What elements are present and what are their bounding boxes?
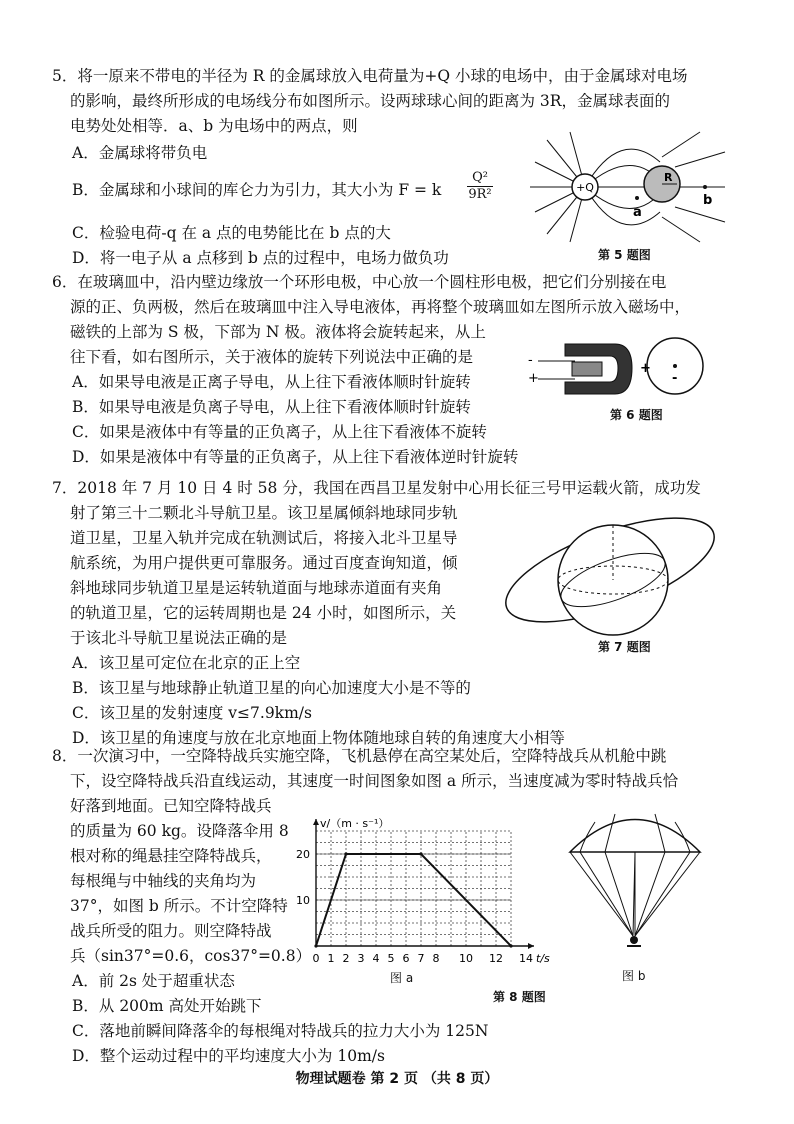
q7-option-c: C．该卫星的发射速度 v≤7.9km/s xyxy=(72,704,312,722)
q7-stem-line: 道卫星，卫星入轨并完成在轨测试后，将接入北斗卫星导 xyxy=(70,529,458,547)
q5-formula-numerator: Q² xyxy=(467,170,493,187)
x-tick-label: 14 xyxy=(519,952,533,965)
q7-option-b: B．该卫星与地球静止轨道卫星的向心加速度大小是不等的 xyxy=(72,679,471,697)
q5-label-q: +Q xyxy=(576,181,594,194)
q5-formula-denominator: 9R² xyxy=(468,187,492,202)
q6-label-minus: - xyxy=(528,353,533,368)
q6-option-c: C．如果是液体中有等量的正负离子，从上往下看液体不旋转 xyxy=(72,423,487,441)
q5-label-a: a xyxy=(633,205,642,220)
q5-stem-line: 的影响，最终所形成的电场线分布如图所示。设两球球心间的距离为 3R，金属球表面的 xyxy=(70,92,670,110)
soldier-icon xyxy=(630,936,638,944)
q5-option-b: B．金属球和小球间的库仑力为引力，其大小为 F = k xyxy=(72,181,442,199)
q8-stem-line: 根对称的绳悬挂空降特战兵， xyxy=(70,847,272,865)
q7-caption: 第 7 题图 xyxy=(598,640,651,654)
x-tick-label: 7 xyxy=(417,952,425,965)
q7-stem-line: 射了第三十二颗北斗导航卫星。该卫星属倾斜地球同步轨 xyxy=(70,504,458,522)
q8-stem-line: 下，设空降特战兵沿直线运动，其速度一时间图象如图 a 所示，当速度减为零时特战兵恰 xyxy=(70,772,679,790)
q6-stem-line: 磁铁的上部为 S 极，下部为 N 极。液体将会旋转起来，从上 xyxy=(70,323,486,341)
q8-stem-line: 兵（sin37°=0.6，cos37°=0.8） xyxy=(70,947,312,965)
data-point xyxy=(509,944,512,947)
q6-stem-line: 6．在玻璃皿中，沿内壁边缘放一个环形电极，中心放一个圆柱形电极，把它们分别接在电 xyxy=(52,273,667,291)
x-tick-label: 8 xyxy=(432,952,440,965)
q7-option-a: A．该卫星可定位在北京的正上空 xyxy=(72,654,301,672)
q8-option-d: D．整个运动过程中的平均速度大小为 10m/s xyxy=(72,1047,385,1065)
q5-label-r: R xyxy=(664,171,673,184)
q5-label-b: b xyxy=(703,193,713,208)
q6-stem-line: 源的正、负两极，然后在玻璃皿中注入导电液体，再将整个玻璃皿如左图所示放入磁场中， xyxy=(70,298,691,316)
y-tick-label: 20 xyxy=(296,848,310,861)
q5-formula-fraction xyxy=(467,170,493,203)
q6-option-d: D．如果是液体中有等量的正负离子，从上往下看液体逆时针旋转 xyxy=(72,448,519,466)
q5-point-a xyxy=(635,196,639,200)
page-footer: 物理试题卷 第 2 页 （共 8 页） xyxy=(295,1071,499,1087)
q6-label-plus: + xyxy=(528,371,539,386)
q8-stem-line: 好落到地面。已知空降特战兵 xyxy=(70,797,272,815)
data-point xyxy=(314,944,317,947)
q6-stem-line: 往下看，如右图所示，关于液体的旋转下列说法中正确的是 xyxy=(70,348,474,366)
data-point xyxy=(344,852,347,855)
velocity-time-chart xyxy=(290,796,550,986)
q6-caption: 第 6 题图 xyxy=(610,408,663,422)
y-axis-label: v/（m · s⁻¹） xyxy=(320,817,390,830)
q8-option-a: A．前 2s 处于超重状态 xyxy=(72,972,235,990)
q6-magnet-figure xyxy=(520,336,740,406)
q8-option-b: B．从 200m 高处开始跳下 xyxy=(72,997,262,1015)
x-tick-label: 5 xyxy=(387,952,395,965)
q8-stem-line: 战兵所受的阻力。则空降特战 xyxy=(70,922,272,940)
fig-b-label: 图 b xyxy=(622,969,646,983)
q5-stem-line: 电势处处相等．a、b 为电场中的两点，则 xyxy=(70,117,358,135)
x-tick-label: 12 xyxy=(489,952,503,965)
q5-stem-line: 5．将一原来不带电的半径为 R 的金属球放入电荷量为+Q 小球的电场中，由于金属球对电场 xyxy=(52,67,688,85)
parachute-figure xyxy=(565,812,705,952)
x-axis-label: t/s xyxy=(536,952,550,965)
q7-option-d: D．该卫星的角速度与放在北京地面上物体随地球自转的角速度大小相等 xyxy=(72,729,565,747)
q7-stem-line: 斜地球同步轨道卫星是运转轨道面与地球赤道面有夹角 xyxy=(70,579,443,597)
q8-stem-line: 的质量为 60 kg。设降落伞用 8 xyxy=(70,822,289,840)
x-tick-label: 2 xyxy=(342,952,350,965)
x-tick-label: 0 xyxy=(312,952,320,965)
q7-stem-line: 航系统，为用户提供更可靠服务。通过百度查询知道，倾 xyxy=(70,554,458,572)
x-tick-label: 6 xyxy=(402,952,410,965)
x-tick-label: 3 xyxy=(357,952,365,965)
q7-stem-line: 于该北斗导航卫星说法正确的是 xyxy=(70,629,288,647)
parachute-canopy xyxy=(570,820,700,853)
q6-option-a: A．如果导电液是正离子导电，从上往下看液体顺时针旋转 xyxy=(72,373,471,391)
y-tick-label: 10 xyxy=(296,894,310,907)
q6-top-plus: + xyxy=(640,361,651,376)
q7-stem-line: 7．2018 年 7 月 10 日 4 时 58 分，我国在西昌卫星发射中心用长征三号甲运载火箭，成功发 xyxy=(52,479,701,497)
q6-top-minus: - xyxy=(672,371,678,386)
q5-option-d: D．将一电子从 a 点移到 b 点的过程中，电场力做负功 xyxy=(72,249,449,267)
q8-stem-line: 37°，如图 b 所示。不计空降特 xyxy=(70,897,288,915)
fig-a-label: 图 a xyxy=(390,971,414,985)
q7-stem-line: 的轨道卫星，它的运转周期也是 24 小时，如图所示，关 xyxy=(70,604,457,622)
q5-option-a: A．金属球将带负电 xyxy=(72,144,208,162)
x-tick-label: 1 xyxy=(327,952,335,965)
x-tick-label: 10 xyxy=(459,952,473,965)
y-axis-arrow xyxy=(313,819,319,825)
dish-icon xyxy=(572,362,602,376)
q8-stem-line: 8．一次演习中，一空降特战兵实施空降，飞机悬停在高空某处后，空降特战兵从机舱中跳 xyxy=(52,747,667,765)
q8-stem-line: 每根绳与中轴线的夹角均为 xyxy=(70,872,257,890)
q5-point-b xyxy=(703,185,707,189)
q5-option-c: C．检验电荷-q 在 a 点的电势能比在 b 点的大 xyxy=(72,224,391,242)
q5-field-figure xyxy=(525,132,735,242)
x-tick-label: 4 xyxy=(372,952,380,965)
q6-option-b: B．如果导电液是负离子导电，从上往下看液体顺时针旋转 xyxy=(72,398,471,416)
q7-orbit-figure xyxy=(495,505,725,635)
q5-caption: 第 5 题图 xyxy=(598,248,651,262)
q8-caption: 第 8 题图 xyxy=(493,990,546,1004)
x-axis-arrow xyxy=(528,943,534,949)
data-point xyxy=(419,852,422,855)
q8-option-c: C．落地前瞬间降落伞的每根绳对特战兵的拉力大小为 125N xyxy=(72,1022,489,1040)
